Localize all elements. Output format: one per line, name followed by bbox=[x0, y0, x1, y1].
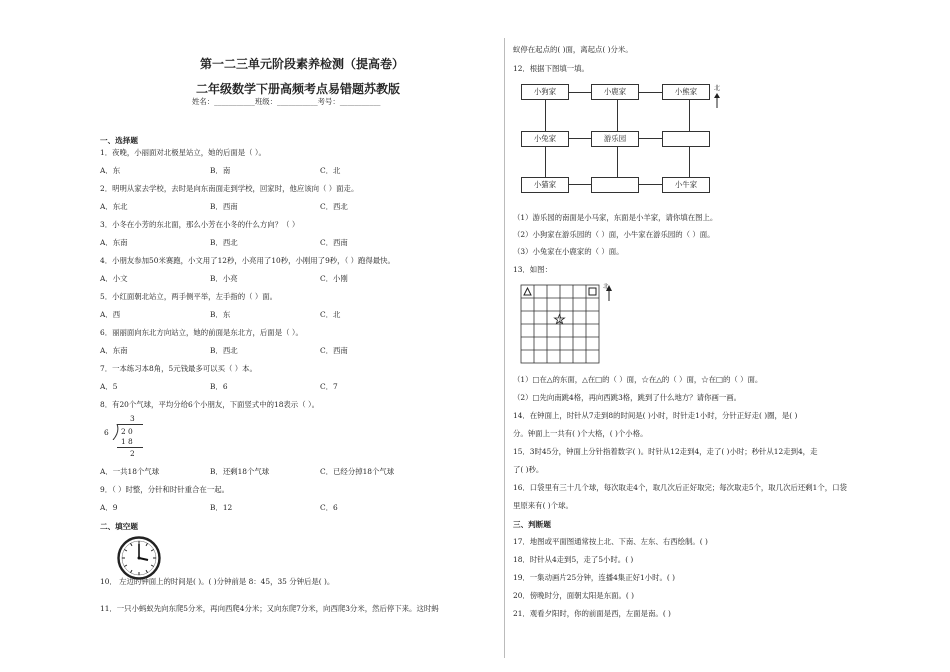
q6-option-a: A．东南 bbox=[100, 346, 128, 355]
map-rabbit-house: 小兔家 bbox=[521, 131, 569, 147]
column-divider bbox=[504, 38, 505, 658]
star-icon bbox=[555, 315, 565, 324]
map-amusement-park: 游乐园 bbox=[591, 131, 639, 147]
map-cow-house: 小牛家 bbox=[662, 177, 710, 193]
q1-option-a: A．东 bbox=[100, 166, 121, 175]
question-19: 19．一集动画片25分钟，连播4集正好1小时。( ) bbox=[513, 573, 675, 582]
question-18: 18．时针从4走到5，走了5小时。( ) bbox=[513, 555, 634, 564]
question-12-part3: （3）小兔家在小鹿家的（ ）面。 bbox=[513, 247, 624, 256]
student-info-line: 姓名：___________班级：___________考号：___________ bbox=[192, 97, 381, 106]
question-1: 1．夜晚，小丽面对北极星站立，她的后面是（ ）。 bbox=[100, 148, 266, 157]
question-8: 8．有20个气球，平均分给6个小朋友，下面竖式中的18表示（ ）。 bbox=[100, 400, 320, 409]
division-quotient: 3 bbox=[130, 414, 135, 423]
q2-option-c: C．西北 bbox=[320, 202, 348, 211]
direction-grid bbox=[519, 283, 625, 365]
question-11-continued: 蚁停在起点的( )面，离起点( )分米。 bbox=[513, 45, 633, 54]
square-icon bbox=[589, 288, 596, 295]
question-6: 6．丽丽面向东北方向站立，她的前面是东北方，后面是（ ）。 bbox=[100, 328, 303, 337]
q2-option-b: B．西南 bbox=[210, 202, 238, 211]
q6-option-b: B．西北 bbox=[210, 346, 238, 355]
question-15: 15．3时45分，钟面上分针指着数字( )。时针从12走到4，走了( )小时；秒针从12走到4，走 bbox=[513, 447, 818, 456]
map-north-label: 北 bbox=[714, 85, 721, 92]
q8-option-c: C．已经分掉18个气球 bbox=[320, 467, 395, 476]
question-16: 16．口袋里有三十几个球，每次取走4个，取几次后正好取完；每次取走5个，取几次后还剩1个，口袋 bbox=[513, 483, 847, 492]
map-dog-house: 小狗家 bbox=[521, 84, 569, 100]
map-blank-east[interactable] bbox=[662, 131, 710, 147]
map-deer-house: 小鹿家 bbox=[591, 84, 639, 100]
grid-north-label: 北 bbox=[603, 284, 609, 290]
map-cat-house: 小猫家 bbox=[521, 177, 569, 193]
q4-option-b: B．小亮 bbox=[210, 274, 238, 283]
question-14-continued: 分。钟面上一共有( )个大格，( )个小格。 bbox=[513, 429, 648, 438]
q9-option-c: C．6 bbox=[320, 503, 338, 512]
map-bear-house: 小熊家 bbox=[662, 84, 710, 100]
q5-option-a: A．西 bbox=[100, 310, 121, 319]
question-12-part2: （2）小狗家在游乐园的（ ）面，小牛家在游乐园的（ ）面。 bbox=[513, 230, 715, 239]
q4-option-c: C．小刚 bbox=[320, 274, 348, 283]
question-2: 2．明明从家去学校，去时是向东南面走到学校，回家时，他应该向（ ）面走。 bbox=[100, 184, 359, 193]
q3-option-c: C．西南 bbox=[320, 238, 348, 247]
q2-option-a: A．东北 bbox=[100, 202, 128, 211]
q3-option-b: B．西北 bbox=[210, 238, 238, 247]
question-13-part2: （2）□先向南跳4格，再向西跳3格，跳到了什么地方？请你画一画。 bbox=[513, 393, 742, 402]
question-15-continued: 了( )秒。 bbox=[513, 465, 544, 474]
q1-option-b: B．南 bbox=[210, 166, 231, 175]
q3-option-a: A．东南 bbox=[100, 238, 128, 247]
north-arrow-icon bbox=[713, 92, 721, 108]
triangle-icon bbox=[524, 288, 531, 295]
q9-option-a: A．9 bbox=[100, 503, 118, 512]
question-12: 12．根据下图填一填。 bbox=[513, 64, 589, 73]
question-5: 5．小红面朝北站立，两手侧平举，左手指的（ ）面。 bbox=[100, 292, 278, 301]
question-10: 10． 左边的钟面上的时间是( )。( )分钟前是 8：45，35 分钟后是( )。 bbox=[100, 577, 335, 586]
question-11: 11．一只小蚂蚁先向东爬5分米，再向西爬4分米；又向东爬7分米，向西爬3分米，然后停下来。这时蚂 bbox=[100, 604, 439, 613]
question-4: 4．小朋友参加50米赛跑，小文用了12秒，小亮用了10秒，小刚用了9秒，（ ）跑得最快。 bbox=[100, 256, 395, 265]
question-12-part1: （1）游乐园的南面是小马家，东面是小羊家，请你填在图上。 bbox=[513, 213, 718, 222]
question-21: 21．观看夕阳时，你的前面是西，左面是南。( ) bbox=[513, 609, 671, 618]
section-judge-title: 三、判断题 bbox=[513, 520, 551, 529]
q5-option-b: B．东 bbox=[210, 310, 231, 319]
division-dividend: 2 0 bbox=[121, 427, 133, 436]
q9-option-b: B．12 bbox=[210, 503, 233, 512]
q8-option-b: B．还剩18个气球 bbox=[210, 467, 270, 476]
question-20: 20．傍晚时分，面朝太阳是东面。( ) bbox=[513, 591, 634, 600]
q7-option-b: B．6 bbox=[210, 382, 228, 391]
section-fill-title: 二、填空题 bbox=[100, 522, 138, 531]
question-13-part1: （1）□在△的东面，△在□的（ ）面，☆在△的（ ）面，☆在□的（ ）面。 bbox=[513, 375, 763, 384]
question-16-continued: 里原来有( )个球。 bbox=[513, 501, 573, 510]
division-divisor: 6 bbox=[104, 428, 109, 437]
q8-option-a: A．一共18个气球 bbox=[100, 467, 160, 476]
page-subtitle: 二年级数学下册高频考点易错题苏教版 bbox=[196, 82, 401, 96]
q7-option-c: C．7 bbox=[320, 382, 338, 391]
page-title: 第一二三单元阶段素养检测（提高卷） bbox=[200, 57, 405, 71]
clock-face-icon bbox=[117, 536, 161, 580]
question-17: 17．地图或平面图通常按上北、下南、左东、右西绘制。( ) bbox=[513, 537, 708, 546]
q4-option-a: A．小文 bbox=[100, 274, 128, 283]
q7-option-a: A．5 bbox=[100, 382, 118, 391]
question-13: 13．如图： bbox=[513, 265, 552, 274]
question-14: 14．在钟面上，时针从7走到8的时间是( )小时，时针走1小时，分针正好走( )圈，是( ) bbox=[513, 411, 798, 420]
q5-option-c: C．北 bbox=[320, 310, 341, 319]
division-bracket bbox=[112, 424, 120, 440]
division-remainder: 2 bbox=[130, 449, 135, 458]
section-choice-title: 一、选择题 bbox=[100, 136, 138, 145]
q1-option-c: C．北 bbox=[320, 166, 341, 175]
question-3: 3．小冬在小芳的东北面，那么小芳在小冬的什么方向？（ ） bbox=[100, 220, 300, 229]
question-9: 9．（ ）时整，分针和时针重合在一起。 bbox=[100, 485, 229, 494]
question-7: 7．一本练习本8角，5元钱最多可以买（ ）本。 bbox=[100, 364, 257, 373]
map-blank-south[interactable] bbox=[591, 177, 639, 193]
division-product: 1 8 bbox=[121, 437, 133, 446]
q6-option-c: C．西南 bbox=[320, 346, 348, 355]
